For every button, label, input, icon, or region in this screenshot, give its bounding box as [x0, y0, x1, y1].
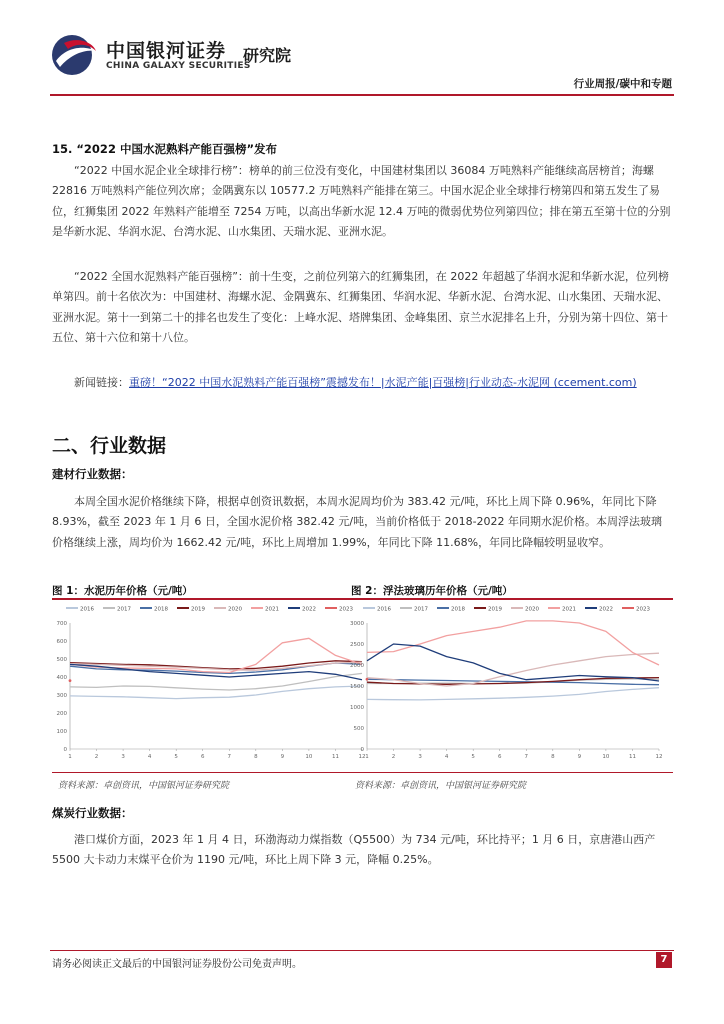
legend-label: 2019	[191, 606, 205, 613]
series-line-2022	[367, 644, 659, 681]
y-tick-label: 1000	[350, 705, 364, 711]
legend-label: 2018	[451, 606, 465, 613]
x-tick-label: 4	[444, 754, 449, 760]
x-tick-label: 5	[471, 754, 475, 760]
brand-name-en: CHINA GALAXY SECURITIES	[106, 61, 251, 71]
legend-label: 2021	[562, 606, 576, 613]
legend-label: 2022	[599, 606, 613, 613]
para-text: 本周全国水泥价格继续下降，根据卓创资讯数据，本周水泥周均价为 383.42 元/吨，环比上周下降 0.96%，年同比下降 8.93%，截至 2023 年 1 月 6 日，全国水泥价格 382.42 元/吨，当前价格低于 2018-2022 年同期水泥价格。本周浮法玻璃价格继续上涨，周均价为 1662.42 元/吨，环比上周增加 1.99%，年同比下降 11.68%，年同比降幅较明显收窄。	[52, 495, 663, 549]
legend-label: 2016	[377, 606, 391, 613]
x-tick-label: 8	[551, 754, 555, 760]
news-link-prefix: 新闻链接：	[74, 376, 129, 389]
x-tick-label: 8	[254, 754, 258, 760]
x-tick-label: 11	[628, 754, 636, 760]
legend-label: 2021	[265, 606, 279, 613]
x-tick-label: 1	[68, 754, 72, 760]
section-heading: 二、行业数据	[52, 435, 167, 457]
figure-2-bottom-rule	[349, 772, 673, 773]
y-tick-label: 600	[56, 639, 67, 645]
figure-2-top-rule	[349, 598, 673, 600]
para-text: “2022 全国水泥熟料产能百强榜”：前十生变，之前位列第六的红狮集团，在 2022 年超越了华润水泥和华新水泥，位列榜单第四。前十名依次为：中国建材、海螺水泥、金隅冀东、红狮集团、华润水泥、华新水泥、台湾水泥、山水集团、天瑞水泥、亚洲水泥。第十一到第二十的排名也发生了变化：上峰水泥、塔牌集团、金峰集团、京兰水泥排名上升，分别为第十四位、第十五位、第十六位和第十八位。	[52, 270, 669, 344]
y-tick-label: 0	[360, 747, 364, 753]
footer-disclaimer: 请务必阅读正文最后的中国银河证券股份公司免责声明。	[52, 959, 302, 970]
x-tick-label: 7	[227, 754, 232, 760]
x-tick-label: 10	[305, 754, 313, 760]
y-tick-label: 100	[56, 729, 67, 735]
y-tick-label: 700	[56, 621, 67, 627]
x-tick-label: 1	[365, 754, 369, 760]
x-tick-label: 7	[524, 754, 529, 760]
x-tick-label: 2	[391, 754, 396, 760]
para-text: “2022 中国水泥企业全球排行榜”：榜单的前三位没有变化，中国建材集团以 36084 万吨熟料产能继续高居榜首；海螺 22816 万吨熟料产能位列次席；金隅冀东以 10577.2 万吨熟料产能排在第三。中国水泥企业全球排行榜第四和第五发生了易位，红狮集团 2022 年熟料产能增至 7254 万吨，以高出华新水泥 12.4 万吨的微弱优势位列第四位；排在第五至第十位的分别是华新水泥、华润水泥、台湾水泥、山水集团、天瑞水泥、亚洲水泥。	[52, 164, 671, 238]
coal-industry-title: 煤炭行业数据：	[52, 806, 133, 820]
section-15-para-1	[52, 161, 672, 242]
y-tick-label: 500	[56, 657, 67, 663]
page-number: 7	[656, 952, 672, 968]
glass-price-chart	[349, 601, 673, 769]
series-line-2016	[367, 688, 659, 700]
cement-price-chart	[52, 601, 376, 769]
x-tick-label: 2	[94, 754, 99, 760]
figure-1-title: 图 1：水泥历年价格（元/吨）	[52, 585, 193, 597]
section-15-title: 15. “2022 中国水泥熟料产能百强榜”发布	[52, 142, 278, 156]
y-tick-label: 400	[56, 675, 67, 681]
x-tick-label: 4	[147, 754, 152, 760]
galaxy-logo-icon	[50, 33, 100, 77]
report-type-label: 行业周报/碳中和专题	[573, 78, 672, 90]
legend-label: 2022	[302, 606, 316, 613]
figure-2-source: 资料来源：卓创资讯，中国银河证券研究院	[355, 781, 527, 791]
x-tick-label: 10	[602, 754, 610, 760]
legend-label: 2016	[80, 606, 94, 613]
legend-label: 2020	[228, 606, 242, 613]
x-tick-label: 9	[577, 754, 582, 760]
section-15-para-2	[52, 267, 672, 348]
x-tick-label: 12	[358, 754, 366, 760]
x-tick-label: 3	[418, 754, 422, 760]
building-materials-para	[52, 492, 672, 553]
building-materials-title: 建材行业数据：	[52, 467, 133, 481]
series-point	[69, 679, 72, 682]
x-tick-label: 11	[331, 754, 339, 760]
news-link-paragraph	[52, 373, 672, 393]
y-tick-label: 2000	[350, 663, 364, 669]
legend-label: 2023	[339, 606, 353, 613]
coal-industry-para	[52, 830, 672, 871]
legend-label: 2023	[636, 606, 650, 613]
figure-1-source: 资料来源：卓创资讯，中国银河证券研究院	[58, 781, 230, 791]
x-tick-label: 6	[200, 754, 205, 760]
series-line-2021	[367, 621, 659, 665]
x-tick-label: 3	[121, 754, 125, 760]
header-divider	[50, 94, 674, 96]
series-point	[366, 678, 369, 681]
x-tick-label: 5	[174, 754, 178, 760]
y-tick-label: 0	[63, 747, 67, 753]
brand-name-cn: 中国银河证券	[106, 40, 227, 62]
legend-label: 2017	[414, 606, 428, 613]
figure-2-title: 图 2：浮法玻璃历年价格（元/吨）	[351, 585, 513, 597]
y-tick-label: 500	[353, 726, 364, 732]
para-text: 港口煤价方面，2023 年 1 月 4 日，环渤海动力煤指数（Q5500）为 734 元/吨，环比持平；1 月 6 日，京唐港山西产 5500 大卡动力末煤平仓价为 1190 元/吨，环比上周下降 3 元，降幅 0.25%。	[52, 833, 656, 867]
brand-institute: 研究院	[243, 46, 292, 65]
y-tick-label: 200	[56, 711, 67, 717]
y-tick-label: 1500	[350, 684, 364, 690]
series-line-2016	[70, 686, 362, 699]
legend-label: 2019	[488, 606, 502, 613]
legend-label: 2017	[117, 606, 131, 613]
legend-label: 2018	[154, 606, 168, 613]
news-link[interactable]: 重磅！“2022 中国水泥熟料产能百强榜”震撼发布！|水泥产能|百强榜|行业动态-水泥网 (ccement.com)	[129, 376, 637, 389]
figure-1-top-rule	[52, 598, 376, 600]
figure-1-bottom-rule	[52, 772, 376, 773]
footer-divider	[50, 950, 674, 951]
x-tick-label: 12	[655, 754, 663, 760]
legend-label: 2020	[525, 606, 539, 613]
y-tick-label: 300	[56, 693, 67, 699]
x-tick-label: 9	[280, 754, 285, 760]
y-tick-label: 3000	[350, 621, 364, 627]
x-tick-label: 6	[497, 754, 502, 760]
y-tick-label: 2500	[350, 642, 364, 648]
